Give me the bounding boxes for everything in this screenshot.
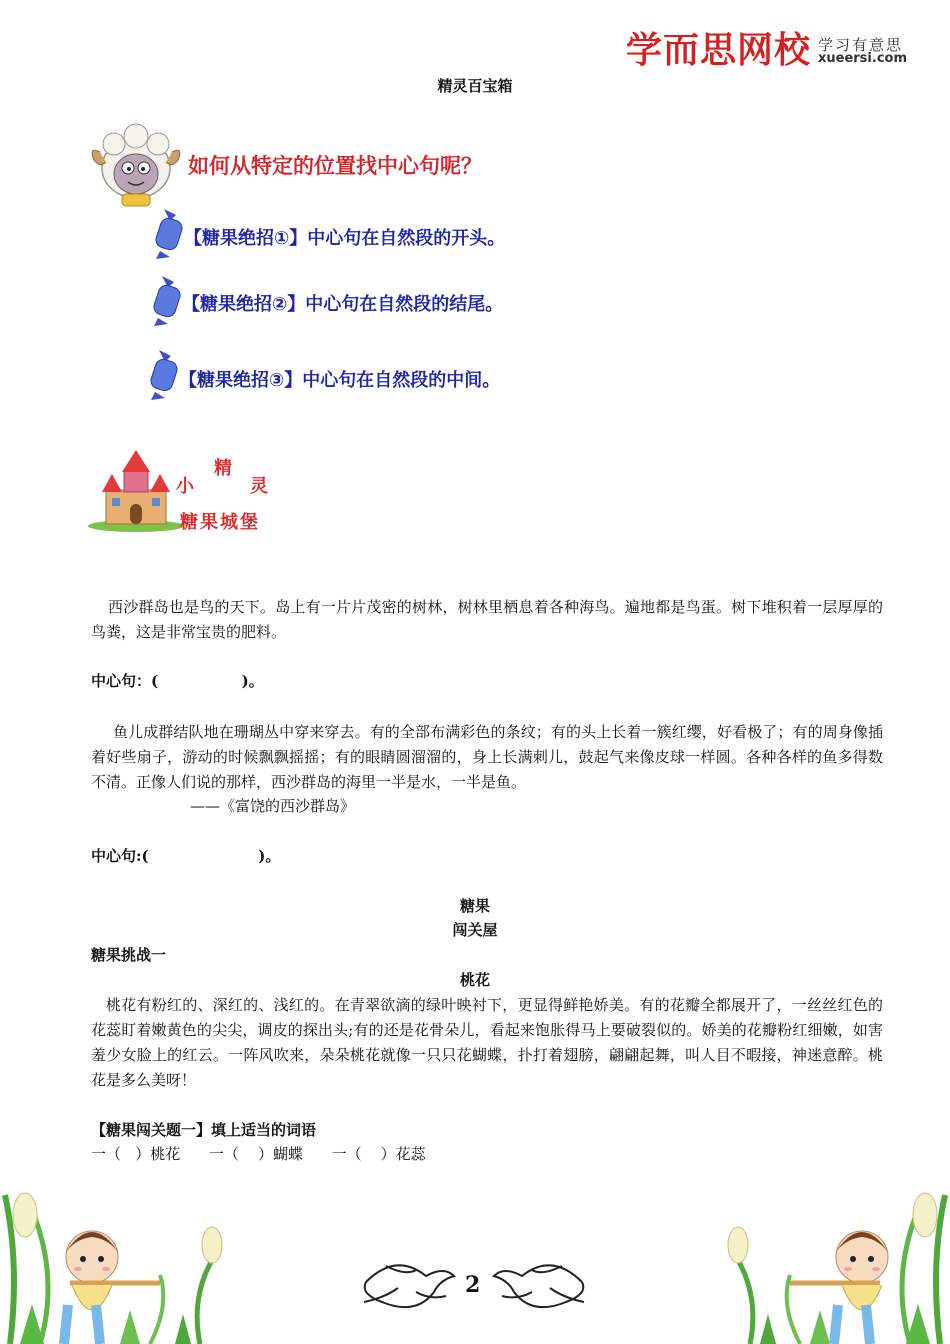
page-number: 2	[465, 1272, 481, 1298]
banner-question: 如何从特定的位置找中心句呢？	[188, 154, 482, 178]
task-title: 【糖果闯关题一】填上适当的词语	[91, 1121, 317, 1139]
tip-1: 【糖果绝招①】中心句在自然段的开头。	[184, 228, 506, 249]
flower-girl-left-icon	[0, 1175, 230, 1344]
section-title-line1: 糖果	[459, 897, 490, 915]
flower-girl-right-icon	[720, 1175, 950, 1344]
page-title: 精灵百宝箱	[437, 77, 513, 95]
answer-label-1: 中心句：( )。	[91, 672, 264, 690]
castle-subtitle: 糖果城堡	[180, 512, 260, 533]
challenge-heading: 糖果挑战一	[91, 946, 167, 964]
tip-3: 【糖果绝招③】中心句在自然段的中间。	[179, 370, 501, 391]
dove-left-icon	[356, 1252, 456, 1316]
poem-title: 桃花	[459, 971, 490, 989]
answer-label-2: 中心句:( )。	[91, 847, 281, 865]
passage-source: ——《富饶的西沙群岛》	[190, 797, 356, 815]
dove-right-icon	[492, 1252, 592, 1316]
logo-tagline: 学习有意思	[818, 36, 904, 54]
tip-2: 【糖果绝招②】中心句在自然段的结尾。	[182, 294, 504, 315]
poem-text: 桃花有粉红的、深红的、浅红的。在青翠欲滴的绿叶映衬下，更显得鲜艳娇美。有的花瓣全都展开了，一丝丝红色的花蕊盯着嫩黄色的尖尖，调皮的探出头;有的还是花骨朵儿，看起来饱胀得马上要破裂似的。娇美的花瓣粉红细嫩，如害羞少女脸上的红云。一阵风吹来，朵朵桃花就像一只只花蝴蝶，扑打着翅膀，翩翩起舞，叫人目不暇接，神迷意醉。桃花是多么美呀！	[91, 996, 883, 1089]
castle-title-char: 精	[214, 458, 232, 479]
passage-2: 鱼儿成群结队地在珊瑚丛中穿来穿去。有的全部布满彩色的条纹；有的头上长着一簇红缨，好看极了；有的周身像插着好些扇子，游动的时候飘飘摇摇；有的眼睛圆溜溜的，身上长满刺儿，鼓起气来像皮球一样圆。各种各样的鱼多得数不清。正像人们说的那样，西沙群岛的海里一半是水，一半是鱼。	[91, 723, 883, 791]
fill-blanks: 一（ ）桃花 一（ ）蝴蝶 一（ ）花蕊	[91, 1145, 426, 1163]
section-title-line2: 闯关屋	[452, 921, 498, 939]
logo-url: xueersi.com	[818, 51, 908, 66]
castle-icon	[88, 448, 184, 532]
passage-1: 西沙群岛也是鸟的天下。岛上有一片片茂密的树林，树林里栖息着各种海鸟。遍地都是鸟蛋。树下堆积着一层厚厚的鸟粪，这是非常宝贵的肥料。	[91, 598, 883, 641]
sheep-mascot-icon	[88, 118, 184, 210]
castle-title-char: 灵	[250, 476, 268, 497]
logo-main-text: 学而思网校	[626, 30, 812, 71]
castle-title-char: 小	[176, 476, 194, 497]
